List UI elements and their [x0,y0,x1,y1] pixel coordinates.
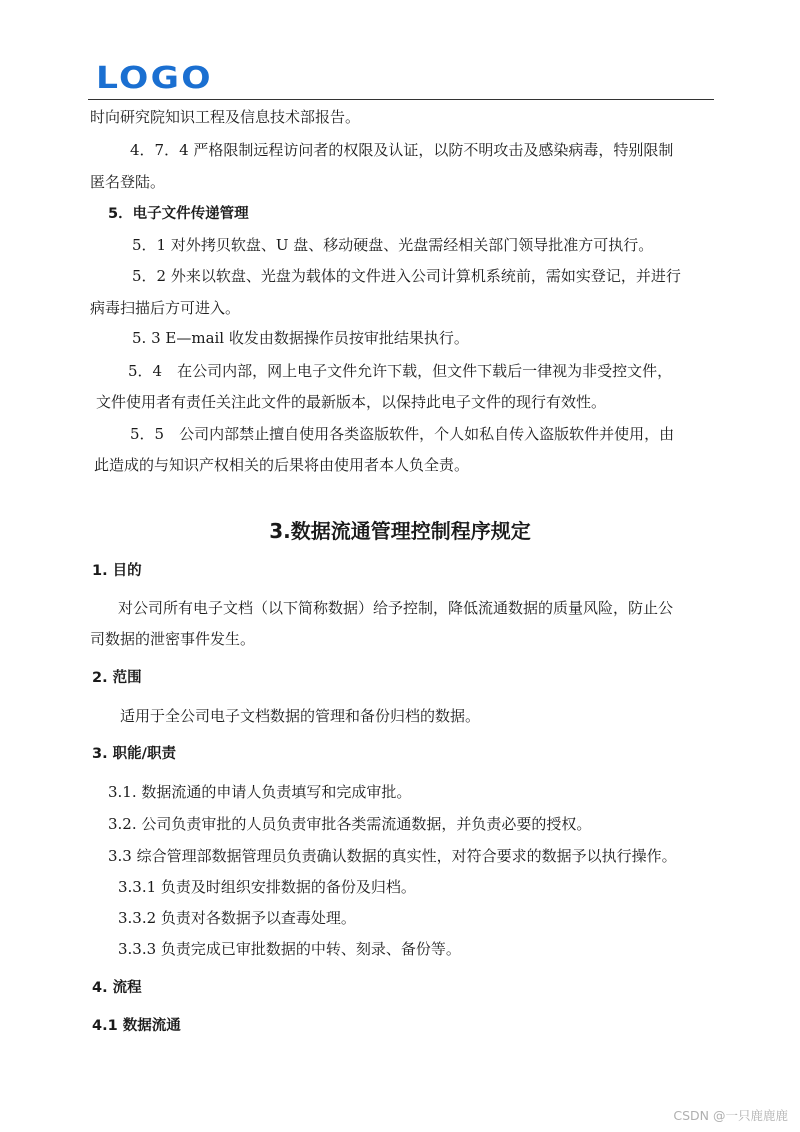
paragraph-line: 病毒扫描后方可进入。 [90,299,241,317]
section-title: 3.数据流通管理控制程序规定 [269,519,531,543]
header-divider [88,99,714,100]
heading-purpose: 1. 目的 [92,563,142,579]
paragraph-line: 5．2 外来以软盘、光盘为载体的文件进入公司计算机系统前，需如实登记，并进行 [132,267,681,285]
paragraph-line: 5．4 在公司内部，网上电子文件允许下载，但文件下载后一律视为非受控文件， [128,362,673,380]
paragraph-line: 5. 3 E—mail 收发由数据操作员按审批结果执行。 [132,329,469,347]
paragraph-line: 文件使用者有责任关注此文件的最新版本，以保持此电子文件的现行有效性。 [96,393,607,411]
paragraph-line: 适用于全公司电子文档数据的管理和备份归档的数据。 [120,707,481,725]
paragraph-line: 时向研究院知识工程及信息技术部报告。 [90,108,361,126]
heading-flow: 4.1 数据流通 [92,1018,181,1034]
watermark: CSDN @一只鹿鹿鹿 [673,1108,788,1123]
list-item: 3.3 综合管理部数据管理员负责确认数据的真实性，对符合要求的数据予以执行操作。 [108,847,677,865]
paragraph-line: 对公司所有电子文档（以下简称数据）给予控制，降低流通数据的质量风险，防止公 [118,599,674,617]
heading-process: 4. 流程 [92,980,142,996]
list-item: 3.3.3 负责完成已审批数据的中转、刻录、备份等。 [118,940,461,958]
logo: LOGO [96,61,213,96]
heading-scope: 2. 范围 [92,670,142,686]
list-item: 3.2. 公司负责审批的人员负责审批各类需流通数据，并负责必要的授权。 [108,815,592,833]
list-item: 3.3.1 负责及时组织安排数据的备份及归档。 [118,878,416,896]
heading-duties: 3. 职能/职责 [92,746,176,762]
paragraph-line: 匿名登陆。 [90,173,166,191]
paragraph-line: 5．1 对外拷贝软盘、U 盘、移动硬盘、光盘需经相关部门领导批准方可执行。 [132,236,654,254]
list-item: 3.1. 数据流通的申请人负责填写和完成审批。 [108,783,412,801]
paragraph-line: 5．5 公司内部禁止擅自使用各类盗版软件，个人如私自传入盗版软件并使用，由 [130,425,675,443]
paragraph-line: 4．7．4 严格限制远程访问者的权限及认证，以防不明攻击及感染病毒，特别限制 [130,141,674,159]
section-heading: 5．电子文件传递管理 [108,206,249,222]
paragraph-line: 此造成的与知识产权相关的后果将由使用者本人负全责。 [94,456,470,474]
list-item: 3.3.2 负责对各数据予以查毒处理。 [118,909,356,927]
paragraph-line: 司数据的泄密事件发生。 [90,630,256,648]
